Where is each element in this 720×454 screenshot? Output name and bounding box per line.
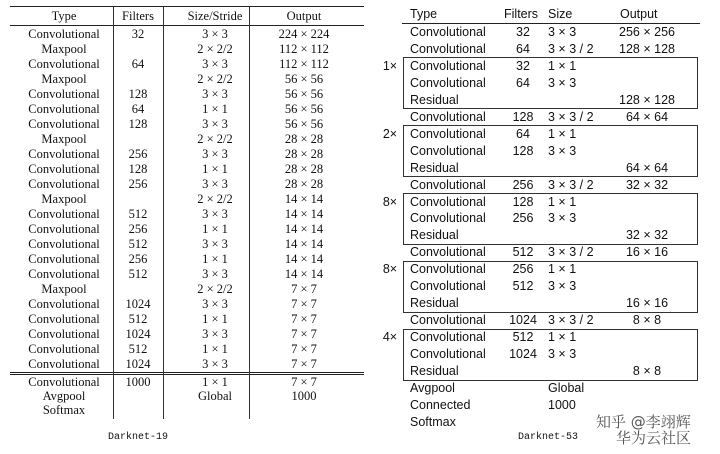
darknet53-cell: 128 xyxy=(512,109,534,124)
column-divider xyxy=(113,7,114,419)
darknet53-cell: 1000 xyxy=(548,397,576,412)
darknet19-cell: 3 × 3 xyxy=(202,327,228,341)
darknet19-cell: 3 × 3 xyxy=(202,267,228,281)
darknet19-cell: 1 × 1 xyxy=(202,342,228,356)
darknet53-cell: Convolutional xyxy=(410,177,486,192)
darknet19-cell: 112 × 112 xyxy=(279,57,329,71)
repeat-multiplier: 4× xyxy=(382,330,398,345)
darknet19-cell: Convolutional xyxy=(28,342,100,356)
darknet19-cell: Global xyxy=(197,389,233,403)
darknet19-cell: Maxpool xyxy=(41,42,87,56)
darknet53-cell: 16 × 16 xyxy=(625,296,669,311)
darknet53-cell: 8 × 8 xyxy=(632,313,662,328)
darknet19-header-cell: Size/Stride xyxy=(187,9,243,23)
darknet19-cell: 3 × 3 xyxy=(202,297,228,311)
darknet53-cell: Softmax xyxy=(410,414,456,429)
darknet53-cell: Residual xyxy=(410,296,459,311)
darknet19-cell: 3 × 3 xyxy=(202,87,228,101)
darknet53-cell: 3 × 3 / 2 xyxy=(548,109,594,124)
residual-block-box xyxy=(403,261,698,313)
darknet19-cell: 3 × 3 xyxy=(202,207,228,221)
darknet19-cell: Maxpool xyxy=(41,72,87,86)
darknet19-cell: Maxpool xyxy=(41,132,87,146)
darknet19-cell: Convolutional xyxy=(28,27,100,41)
darknet53-cell: 1024 xyxy=(509,313,537,328)
darknet53-cell: Convolutional xyxy=(410,126,486,141)
darknet19-cell: 1024 xyxy=(125,297,151,311)
darknet19-cell: 3 × 3 xyxy=(202,357,228,371)
darknet53-cell: 3 × 3 / 2 xyxy=(548,42,594,56)
darknet19-cell: 256 xyxy=(128,177,148,191)
darknet53-cell: 128 × 128 xyxy=(619,92,675,107)
darknet19-cell: 2 × 2/2 xyxy=(197,42,233,56)
darknet53-cell: 1 × 1 xyxy=(548,126,577,141)
darknet53-cell: Convolutional xyxy=(410,347,486,362)
darknet19-cell: 1 × 1 xyxy=(202,162,228,176)
darknet19-header-cell: Type xyxy=(51,9,77,23)
darknet53-cell: 8 × 8 xyxy=(632,364,662,378)
darknet19-cell: 224 × 224 xyxy=(278,27,330,41)
darknet53-cell: 256 xyxy=(512,262,534,277)
darknet53-header-cell: Filters xyxy=(504,7,539,21)
darknet19-cell: Convolutional xyxy=(28,357,100,371)
darknet19-cell: 7 × 7 xyxy=(291,327,317,341)
darknet19-cell: 14 × 14 xyxy=(284,222,324,236)
darknet53-cell: Convolutional xyxy=(410,42,486,56)
darknet19-cell: 256 xyxy=(128,252,148,266)
darknet53-cell: 128 × 128 xyxy=(619,42,675,56)
darknet19-cell: 128 xyxy=(128,117,148,131)
darknet19-cell: Convolutional xyxy=(28,267,100,281)
darknet19-cell: 512 xyxy=(128,237,148,251)
darknet53-cell: 3 × 3 xyxy=(548,347,577,362)
darknet53-cell: 64 × 64 xyxy=(625,109,669,124)
darknet19-cell: Convolutional xyxy=(28,147,100,161)
darknet19-cell: 128 xyxy=(128,162,148,176)
darknet19-cell: 3 × 3 xyxy=(202,177,228,191)
darknet19-cell: 2 × 2/2 xyxy=(197,192,233,206)
darknet53-cell: 64 xyxy=(516,42,530,56)
darknet19-cell: Maxpool xyxy=(41,282,87,296)
darknet53-caption: Darknet-53 xyxy=(518,432,579,443)
darknet19-cell: 7 × 7 xyxy=(291,342,317,356)
darknet53-header-cell: Size xyxy=(548,7,573,21)
darknet19-cell: Convolutional xyxy=(28,252,100,266)
darknet19-cell: 56 × 56 xyxy=(284,117,324,131)
darknet53-cell: 3 × 3 xyxy=(548,75,577,90)
darknet53-cell: Residual xyxy=(410,92,459,107)
darknet19-header-cell: Output xyxy=(286,9,322,23)
darknet53-cell: 512 xyxy=(512,330,534,345)
darknet19-cell: 56 × 56 xyxy=(284,87,324,101)
darknet19-cell: Convolutional xyxy=(28,162,100,176)
huawei-watermark: 华为云社区 xyxy=(616,429,692,447)
darknet19-cell: 7 × 7 xyxy=(291,357,317,371)
darknet19-cell: Convolutional xyxy=(28,57,100,71)
darknet19-cell: 56 × 56 xyxy=(284,72,324,86)
darknet53-cell: 64 × 64 xyxy=(625,160,669,175)
darknet53-cell: Convolutional xyxy=(410,262,486,277)
darknet19-cell: Convolutional xyxy=(28,327,100,341)
repeat-multiplier: 8× xyxy=(382,262,398,277)
darknet53-cell: 1 × 1 xyxy=(548,330,577,345)
darknet53-cell: Convolutional xyxy=(410,75,486,90)
darknet53-cell: 512 xyxy=(512,279,534,294)
darknet53-cell: 32 xyxy=(516,25,530,39)
darknet53-cell: Connected xyxy=(410,397,471,412)
darknet53-cell: Convolutional xyxy=(410,58,486,73)
darknet19-cell: 64 xyxy=(131,102,145,116)
darknet19-cell: 7 × 7 xyxy=(291,375,317,389)
top-rule xyxy=(10,6,364,7)
darknet53-cell: Residual xyxy=(410,160,459,175)
darknet19-cell: Convolutional xyxy=(28,375,100,389)
darknet53-cell: 3 × 3 xyxy=(548,25,577,39)
darknet53-cell: 32 × 32 xyxy=(625,228,669,243)
residual-block-box xyxy=(403,329,698,381)
darknet19-cell: 512 xyxy=(128,312,148,326)
residual-block-box xyxy=(403,57,698,109)
darknet19-cell: 1 × 1 xyxy=(202,102,228,116)
darknet53-cell: Residual xyxy=(410,364,459,378)
darknet19-cell: 14 × 14 xyxy=(284,207,324,221)
section-rule xyxy=(10,372,364,373)
darknet19-cell: 512 xyxy=(128,207,148,221)
darknet19-cell: 1000 xyxy=(291,389,317,403)
darknet19-cell: Avgpool xyxy=(42,389,86,403)
darknet19-cell: 3 × 3 xyxy=(202,27,228,41)
darknet19-cell: 14 × 14 xyxy=(284,192,324,206)
darknet53-cell: 64 xyxy=(516,75,530,90)
residual-block-box xyxy=(403,193,698,245)
darknet19-cell: 7 × 7 xyxy=(291,312,317,326)
darknet53-cell: 3 × 3 / 2 xyxy=(548,245,594,260)
darknet19-cell: 56 × 56 xyxy=(284,102,324,116)
darknet53-header-cell: Type xyxy=(410,7,438,21)
darknet19-cell: 3 × 3 xyxy=(202,237,228,251)
darknet19-cell: 1 × 1 xyxy=(202,222,228,236)
darknet53-cell: 3 × 3 / 2 xyxy=(548,177,594,192)
darknet19-cell: 2 × 2/2 xyxy=(197,282,233,296)
darknet53-cell: 32 xyxy=(516,58,530,73)
darknet19-cell: Convolutional xyxy=(28,312,100,326)
darknet53-cell: 256 × 256 xyxy=(619,25,675,39)
darknet19-cell: 7 × 7 xyxy=(291,282,317,296)
darknet19-cell: Convolutional xyxy=(28,297,100,311)
residual-block-box xyxy=(403,125,698,177)
darknet53-cell: Convolutional xyxy=(410,313,486,328)
darknet53-cell: 1 × 1 xyxy=(548,58,577,73)
darknet19-cell: 32 xyxy=(131,27,145,41)
darknet19-cell: Maxpool xyxy=(41,192,87,206)
darknet53-cell: 128 xyxy=(512,194,534,209)
darknet19-cell: 1024 xyxy=(125,357,151,371)
darknet19-cell: 14 × 14 xyxy=(284,267,324,281)
darknet19-cell: Convolutional xyxy=(28,177,100,191)
darknet53-cell: 32 × 32 xyxy=(625,177,669,192)
darknet53-cell: 128 xyxy=(512,143,534,158)
darknet19-cell: 1024 xyxy=(125,327,151,341)
darknet19-cell: Convolutional xyxy=(28,102,100,116)
darknet53-cell: Convolutional xyxy=(410,194,486,209)
darknet19-cell: 14 × 14 xyxy=(284,252,324,266)
darknet19-cell: 2 × 2/2 xyxy=(197,72,233,86)
darknet53-cell: 3 × 3 xyxy=(548,211,577,226)
darknet53-cell: Residual xyxy=(410,228,459,243)
darknet19-cell: 3 × 3 xyxy=(202,57,228,71)
darknet53-cell: 64 xyxy=(516,126,530,141)
darknet19-cell: Softmax xyxy=(42,403,86,417)
darknet53-cell: Convolutional xyxy=(410,109,486,124)
darknet53-header-cell: Output xyxy=(620,7,658,21)
darknet19-cell: 28 × 28 xyxy=(284,147,324,161)
darknet19-cell: 256 xyxy=(128,147,148,161)
darknet19-header-cell: Filters xyxy=(122,9,154,23)
darknet19-cell: 2 × 2/2 xyxy=(197,132,233,146)
repeat-multiplier: 8× xyxy=(382,194,398,209)
darknet19-cell: 1 × 1 xyxy=(202,375,228,389)
column-divider xyxy=(163,7,164,419)
darknet53-cell: Convolutional xyxy=(410,25,486,39)
darknet19-cell: 3 × 3 xyxy=(202,117,228,131)
darknet53-cell: Convolutional xyxy=(410,245,486,260)
darknet19-cell: 14 × 14 xyxy=(284,237,324,251)
column-divider xyxy=(249,7,250,419)
darknet53-cell: 256 xyxy=(512,211,534,226)
darknet53-cell: Convolutional xyxy=(410,143,486,158)
darknet19-cell: 28 × 28 xyxy=(284,162,324,176)
darknet53-cell: Avgpool xyxy=(410,380,455,395)
darknet53-cell: 1 × 1 xyxy=(548,262,577,277)
darknet19-cell: Convolutional xyxy=(28,117,100,131)
darknet53-cell: Global xyxy=(548,380,585,395)
darknet19-cell: 112 × 112 xyxy=(279,42,329,56)
darknet53-cell: Convolutional xyxy=(410,279,486,294)
darknet19-cell: 1000 xyxy=(125,375,151,389)
darknet53-cell: 256 xyxy=(512,177,534,192)
darknet53-cell: 1 × 1 xyxy=(548,194,577,209)
darknet19-cell: 512 xyxy=(128,342,148,356)
darknet19-cell: 28 × 28 xyxy=(284,132,324,146)
darknet19-cell: Convolutional xyxy=(28,222,100,236)
darknet19-cell: 512 xyxy=(128,267,148,281)
darknet53-cell: 16 × 16 xyxy=(625,245,669,260)
darknet19-cell: Convolutional xyxy=(28,207,100,221)
darknet19-cell: 128 xyxy=(128,87,148,101)
darknet19-cell: 1 × 1 xyxy=(202,312,228,326)
darknet19-cell: 7 × 7 xyxy=(291,297,317,311)
darknet53-cell: 3 × 3 xyxy=(548,279,577,294)
darknet19-cell: 256 xyxy=(128,222,148,236)
darknet53-cell: 1024 xyxy=(509,347,537,362)
darknet19-cell: 3 × 3 xyxy=(202,147,228,161)
darknet19-cell: 1 × 1 xyxy=(202,252,228,266)
repeat-multiplier: 1× xyxy=(382,58,398,73)
darknet19-cell: Convolutional xyxy=(28,87,100,101)
darknet19-cell: Convolutional xyxy=(28,237,100,251)
darknet53-cell: Convolutional xyxy=(410,211,486,226)
zhihu-watermark: 知乎 @李翊辉 xyxy=(596,413,691,431)
darknet53-cell: Convolutional xyxy=(410,330,486,345)
header-rule xyxy=(10,25,364,26)
darknet19-cell: 64 xyxy=(131,57,145,71)
darknet53-cell: 3 × 3 xyxy=(548,143,577,158)
darknet19-caption: Darknet-19 xyxy=(108,432,169,443)
darknet53-cell: 3 × 3 / 2 xyxy=(548,313,594,328)
darknet19-cell: 28 × 28 xyxy=(284,177,324,191)
repeat-multiplier: 2× xyxy=(382,126,398,141)
darknet53-cell: 512 xyxy=(512,245,534,260)
